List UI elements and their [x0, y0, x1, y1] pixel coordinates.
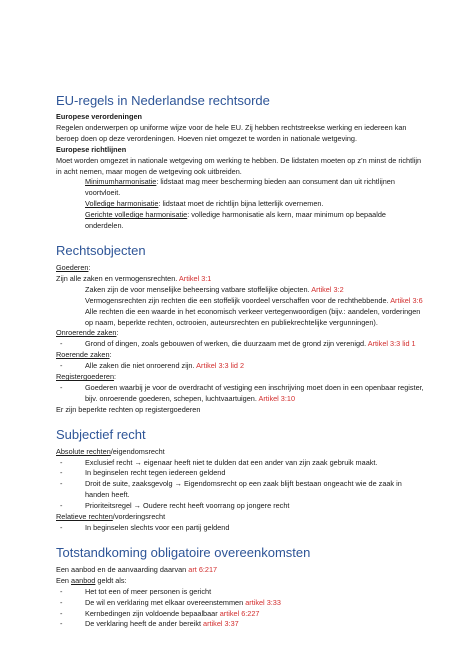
- aanbod-label: aanbod: [71, 575, 96, 585]
- subheading-verordeningen: Europese verordeningen: [56, 112, 142, 121]
- onroerende-label-line: [56, 328, 426, 339]
- list-item: [56, 619, 426, 630]
- document-content: [56, 93, 426, 630]
- list-item: - In beginselen slechts voor een partij geldend: [56, 523, 426, 534]
- goederen-label-line: [56, 263, 426, 274]
- harmonisatie-item: [56, 210, 426, 232]
- list-item: [56, 598, 426, 609]
- article-reference: Artikel 3:3 lid 1: [367, 339, 416, 349]
- onroerende-colon: :: [116, 328, 119, 338]
- harmonisatie-term: Volledige harmonisatie: [85, 199, 159, 209]
- goederen-label: Goederen: [56, 262, 89, 272]
- harmonisatie-term: Gerichte volledige harmonisatie: [85, 210, 188, 220]
- list-item-text: Het tot een of meer personen is gericht: [85, 586, 212, 596]
- list-item-text: De verklaring heeft de ander bereikt: [85, 619, 202, 629]
- heading-subjectief-recht: Subjectief recht: [56, 426, 146, 442]
- vermogensrechten-definition: [56, 296, 426, 307]
- relatieve-rechten-line: [56, 512, 426, 523]
- article-reference: artikel 3:33: [245, 597, 281, 607]
- aanbod-prefix: Een: [56, 575, 72, 585]
- roerende-zaken-label: Roerende zaken: [56, 350, 110, 360]
- zaken-definition: [56, 285, 426, 296]
- harmonisatie-text: : lidstaat mag meer bescherming bieden aan consument dan uit richtlijnen voortvloeit.: [85, 177, 395, 198]
- goederen-colon: :: [88, 262, 91, 272]
- relatieve-rechten-label: Relatieve rechten: [56, 512, 113, 522]
- list-item: - Prioriteitsregel → Oudere recht heeft voorrang op jongere recht: [56, 501, 426, 512]
- list-item: [56, 361, 426, 372]
- aanbod-suffix: geldt als:: [95, 575, 127, 585]
- goederen-definition: [56, 274, 426, 285]
- registergoederen-note: Er zijn beperkte rechten op registergoederen: [56, 404, 201, 414]
- onroerende-zaken-label: Onroerende zaken: [56, 328, 117, 338]
- roerende-colon: :: [109, 350, 112, 360]
- list-item-text: Goederen waarbij je voor de overdracht of vestiging een inschrijving moet doen in een openbaar register, bijv. onroerende goederen, schepen, luchtvaartuigen.: [85, 382, 424, 403]
- harmonisatie-term: Minimumharmonisatie: [85, 177, 157, 187]
- list-item: - In beginselen recht tegen iedereen geldend: [56, 468, 426, 479]
- harmonisatie-item: [56, 177, 426, 199]
- totstandkoming-intro: [56, 565, 426, 576]
- registergoederen-label-line: [56, 372, 426, 383]
- absolute-rechten-label: Absolute rechten: [56, 446, 111, 456]
- paragraph-verordeningen: Regelen onderwerpen op uniforme wijze voor de hele EU. Zij hebben rechtstreekse werking en iedereen kan beroep doen op deze verordeningen. Hoeven niet omgezet te worden in nationale wetgeving.: [56, 122, 407, 143]
- article-reference: Artikel 3:2: [311, 284, 344, 294]
- list-item: [56, 339, 426, 350]
- list-item-text: Grond of dingen, zoals gebouwen of werken, die duurzaam met de grond zijn verenigd.: [85, 339, 367, 349]
- absolute-rechten-line: [56, 447, 426, 458]
- relatieve-rechten-suffix: /vorderingsrecht: [112, 512, 166, 522]
- harmonisatie-item: [56, 199, 426, 210]
- totstandkoming-intro-text: Een aanbod en de aanvaarding daarvan: [56, 564, 187, 574]
- heading-rechtsobjecten: Rechtsobjecten: [56, 242, 146, 258]
- list-item-text: De wil en verklaring met elkaar overeenstemmen: [85, 597, 244, 607]
- article-reference: Artikel 3:3 lid 2: [196, 361, 245, 371]
- absolute-rechten-suffix: /eigendomsrecht: [110, 446, 165, 456]
- heading-totstandkoming: Totstandkoming obligatoire overeenkomsten: [56, 544, 311, 560]
- zaken-definition-text: Zaken zijn de voor menselijke beheersing vatbare stoffelijke objecten.: [85, 284, 310, 294]
- heading-eu-regels: EU-regels in Nederlandse rechtsorde: [56, 93, 270, 108]
- alle-rechten-text: Alle rechten die een waarde in het economisch verkeer vertegenwoordigen (bijv.: aandelen, vorderingen op naam, beperkte rechten, octrooien, auteursrechten en publiekrechtelijke vergunningen).: [85, 306, 421, 327]
- article-reference: Artikel 3:10: [258, 393, 296, 403]
- list-item: [56, 609, 426, 620]
- article-reference: artikel 6:227: [219, 608, 260, 618]
- goederen-definition-text: Zijn alle zaken en vermogensrechten.: [56, 273, 178, 283]
- vermogensrechten-definition-text: Vermogensrechten zijn rechten die een stoffelijk voordeel verschaffen voor de rechthebbende.: [85, 295, 389, 305]
- article-reference: Artikel 3:6: [390, 295, 423, 305]
- article-reference: art 6:217: [188, 564, 218, 574]
- registergoederen-label: Registergoederen: [56, 372, 115, 382]
- harmonisatie-text: : lidstaat moet de richtlijn bijna letterlijk overnemen.: [158, 199, 324, 209]
- list-item: [56, 383, 426, 405]
- article-reference: Artikel 3:1: [178, 273, 212, 283]
- list-item-text: Alle zaken die niet onroerend zijn.: [85, 361, 195, 371]
- article-reference: artikel 3:37: [203, 619, 239, 629]
- paragraph-richtlijnen: Moet worden omgezet in nationale wetgeving om werking te hebben. De lidstaten moeten op z’n minst de richtlijn in acht nemen, maar mogen de wetgeving ook uitbreiden.: [56, 155, 422, 176]
- registergoederen-colon: :: [114, 372, 117, 382]
- aanbod-line: [56, 576, 426, 587]
- subheading-richtlijnen: Europese richtlijnen: [56, 144, 127, 154]
- list-item: - Exclusief recht → eigenaar heeft niet te dulden dat een ander van zijn zaak gebruik maakt.: [56, 458, 426, 469]
- list-item: [56, 587, 426, 598]
- list-item-text: Kernbedingen zijn voldoende bepaalbaar: [85, 608, 218, 618]
- harmonisatie-text: : volledige harmonisatie als kern, maar minimum op bepaalde onderdelen.: [85, 210, 386, 231]
- roerende-label-line: [56, 350, 426, 361]
- list-item: - Droit de suite, zaaksgevolg → Eigendomsrecht op een zaak blijft bestaan ongeacht wie de zaak in handen heeft.: [56, 479, 426, 501]
